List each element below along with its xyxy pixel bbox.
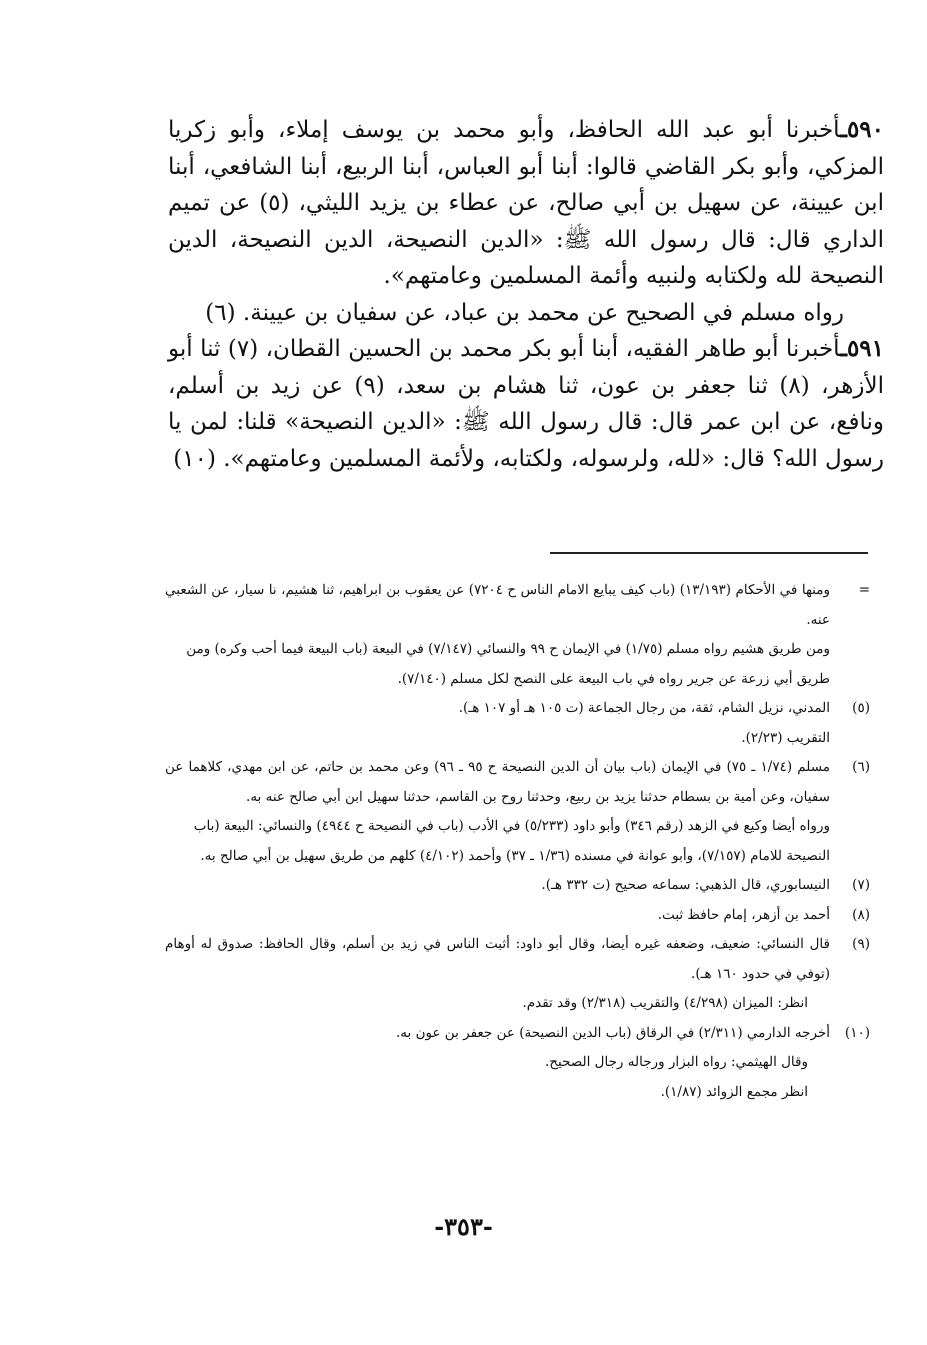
footnote-line: ورواه أيضا وكيع في الزهد (رقم ٣٤٦) وأبو داود (٥/٢٣٣) في الأدب (باب في النصيحة ح ٤٩٤٤) والنسائي: البيعة (باب النصيحة للامام (٧/١٥٧)، وأبو عوانة في مسنده (١/٣٦ ـ ٣٧) وأحمد (٤/١٠٢) كلهم من طريق سهيل بن أبي صالح به.	[193, 818, 830, 864]
footnote-line: مسلم (١/٧٤ ـ ٧٥) في الإيمان (باب بيان أن الدين النصيحة ح ٩٥ ـ ٩٦) وعن محمد بن حاتم، عن ابن مهدي، كلاهما عن سفيان، وعن أمية بن بسطام حدثنا يزيد بن ربيع، وحدثنا روح بن القاسم، حدثنا سهيل ابن أبي صالح عنه به.	[165, 759, 830, 805]
footnote-label: (٩)	[852, 936, 870, 952]
footnote-label: (٧)	[852, 877, 870, 893]
footnote-continuation	[165, 576, 870, 635]
hadith-number: ٥٩٠ـ	[840, 116, 884, 143]
hadith-590-note	[168, 295, 884, 332]
footnote-5	[165, 694, 870, 724]
footnote-9	[165, 930, 870, 989]
footnote-line: النيسابوري، قال الذهبي: سماعه صحيح (ت ٣٣٢ هـ).	[541, 877, 830, 893]
hadith-590	[168, 112, 884, 295]
footnote-label: (٨)	[852, 906, 870, 923]
footnote-10	[165, 1019, 870, 1049]
footnote-8	[165, 901, 870, 931]
footnote-label: (٥)	[852, 700, 870, 716]
footnote-line: التقريب (٢/٢٣).	[741, 729, 830, 746]
footnote-line: أخرجه الدارمي (٢/٣١١) في الرقاق (باب الدين النصيحة) عن جعفر بن عون به.	[396, 1024, 830, 1041]
hadith-text: أخبرنا أبو عبد الله الحافظ، وأبو محمد بن يوسف إملاء، وأبو زكريا المزكي، وأبو بكر القاضي قالوا: أبنا أبو العباس، أبنا الربيع، أبنا الشافعي، أبنا ابن عيينة، عن سهيل بن أبي صالح، عن عطاء بن يزيد الليثي، (٥) عن تميم الداري قال: قال رسول الله ﷺ: «الدين النصيحة، الدين النصيحة، الدين النصيحة لله ولكتابه ولنبيه وأئمة المسلمين وعامتهم».	[168, 117, 884, 289]
footnote-line: أحمد بن أزهر، إمام حافظ ثبت.	[657, 906, 830, 923]
footnote-line: انظر مجمع الزوائد (١/٨٧).	[660, 1083, 808, 1100]
footnotes	[165, 576, 870, 1107]
hadith-591	[168, 331, 884, 477]
page-number: -٣٥٣-	[434, 1212, 493, 1241]
footnote-line: وقال الهيثمي: رواه البزار ورجاله رجال الصحيح.	[545, 1054, 808, 1070]
footnote-line: قال النسائي: ضعيف، وضعفه غيره أيضا، وقال أبو داود: أثبت الناس في زيد بن أسلم، وقال الحافظ: صدوق له أوهام (توفي في حدود ١٦٠ هـ).	[165, 936, 830, 982]
footnote-7	[165, 871, 870, 901]
footnote-label: (١٠)	[844, 1024, 870, 1041]
footnote-6	[165, 753, 870, 812]
continuation-marker: =	[858, 582, 870, 598]
main-text	[168, 112, 884, 477]
footnote-label: (٦)	[852, 759, 870, 775]
footnote-line: ومن طريق هشيم رواه مسلم (١/٧٥) في الإيمان ح ٩٩ والنسائي (٧/١٤٧) في البيعة (باب البيعة فيما أحب وكره) ومن طريق أبي زرعة عن جرير رواه في باب البيعة على النصح لكل مسلم (٧/١٤٠).	[186, 641, 830, 687]
footnote-line: المدني، نزيل الشام، ثقة، من رجال الجماعة (ت ١٠٥ هـ أو ١٠٧ هـ).	[458, 700, 830, 716]
footnote-line: ومنها في الأحكام (١٣/١٩٣) (باب كيف يبايع الامام الناس ح ٧٢٠٤) عن يعقوب بن ابراهيم، ثنا هشيم، نا سيار، عن الشعبي عنه.	[165, 582, 830, 628]
footnote-separator	[550, 552, 868, 554]
hadith-text: أخبرنا أبو طاهر الفقيه، أبنا أبو بكر محمد بن الحسين القطان، (٧) ثنا أبو الأزهر، (٨) ثنا جعفر بن عون، ثنا هشام بن سعد، (٩) عن زيد بن أسلم، ونافع، عن ابن عمر قال: قال رسول الله ﷺ: «الدين النصيحة» قلنا: لمن يا رسول الله؟ قال: «لله، ولرسوله، ولكتابه، ولأئمة المسلمين وعامتهم». (١٠)	[168, 336, 884, 472]
hadith-text: رواه مسلم في الصحيح عن محمد بن عباد، عن سفيان بن عيينة. (٦)	[205, 299, 844, 326]
hadith-number: ٥٩١ـ	[840, 335, 884, 362]
footnote-line: انظر: الميزان (٤/٢٩٨) والتقريب (٢/٣١٨) وقد تقدم.	[522, 995, 808, 1011]
